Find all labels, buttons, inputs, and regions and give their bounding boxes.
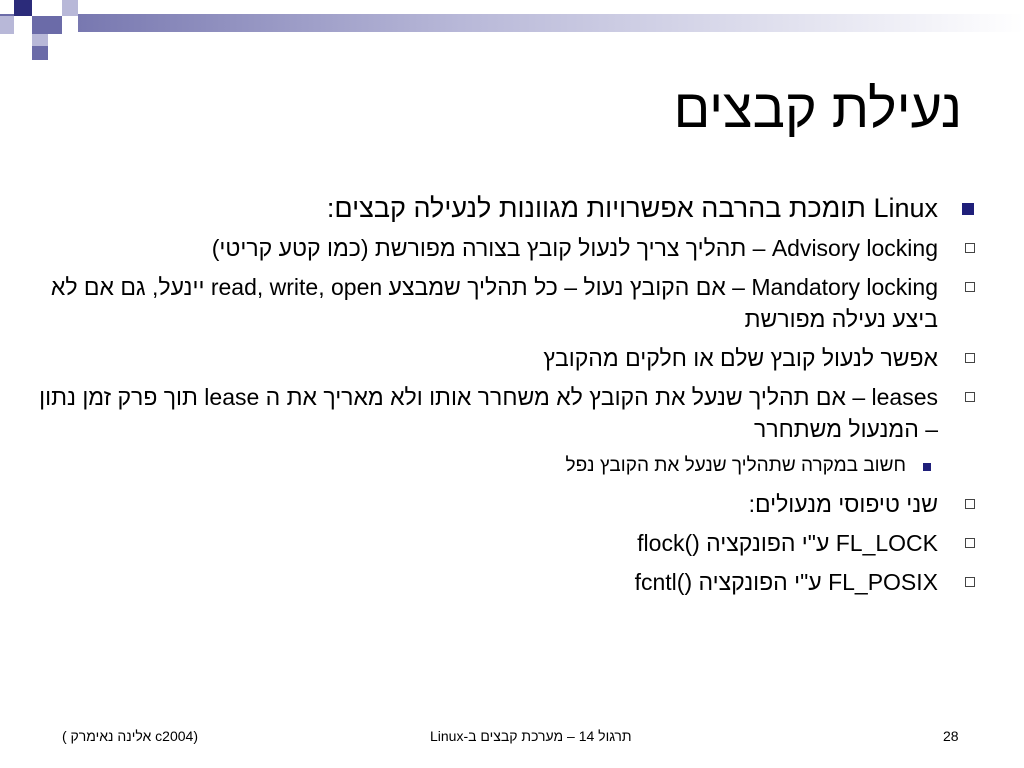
hollow-square-bullet-icon bbox=[965, 282, 975, 292]
sub-bullet-item bbox=[30, 381, 976, 445]
footer-author: (c2004 אלינה נאימרק ) bbox=[62, 728, 198, 744]
sub-sub-bullet-item bbox=[30, 452, 976, 480]
sub-bullet-item bbox=[30, 342, 976, 374]
decoration-square bbox=[14, 0, 32, 16]
decoration-square bbox=[32, 16, 62, 34]
bullet-text: Advisory locking – תהליך צריך לנעול קובץ בצורה מפורשת (כמו קטע קריטי) bbox=[211, 235, 938, 261]
sub-bullet-item bbox=[30, 527, 976, 559]
decoration-square bbox=[14, 34, 32, 46]
sub-bullet-item bbox=[30, 271, 976, 335]
page-number: 28 bbox=[943, 728, 959, 744]
decoration-square bbox=[14, 16, 32, 34]
decoration-square bbox=[32, 34, 48, 46]
bullet-text: אפשר לנעול קובץ שלם או חלקים מהקובץ bbox=[543, 345, 938, 371]
square-bullet-icon bbox=[962, 203, 974, 215]
header-decoration-bar bbox=[0, 14, 1024, 32]
bullet-item bbox=[30, 190, 976, 226]
decoration-square bbox=[0, 16, 14, 34]
decoration-square bbox=[32, 46, 48, 60]
bullet-text: FL_LOCK ע"י הפונקציה ()flock bbox=[637, 530, 938, 556]
slide-title: נעילת קבצים bbox=[673, 79, 962, 139]
sub-bullet-item bbox=[30, 232, 976, 264]
decoration-square bbox=[32, 0, 62, 16]
hollow-square-bullet-icon bbox=[965, 577, 975, 587]
decoration-square bbox=[62, 0, 78, 16]
hollow-square-bullet-icon bbox=[965, 538, 975, 548]
hollow-square-bullet-icon bbox=[965, 243, 975, 253]
sub-bullet-item bbox=[30, 488, 976, 520]
bullet-text: חשוב במקרה שתהליך שנעל את הקובץ נפל bbox=[565, 455, 906, 476]
hollow-square-bullet-icon bbox=[965, 499, 975, 509]
footer-course-title: תרגול 14 – מערכת קבצים ב-Linux bbox=[430, 728, 632, 744]
sub-bullet-item bbox=[30, 566, 976, 598]
hollow-square-bullet-icon bbox=[965, 392, 975, 402]
bullet-text: Mandatory locking – אם הקובץ נעול – כל תהליך שמבצע read, write, open יינעל, גם אם לא ביצע נעילה מפורשת bbox=[50, 274, 938, 332]
bullet-text: שני טיפוסי מנעולים: bbox=[748, 491, 938, 517]
small-square-bullet-icon bbox=[923, 463, 931, 471]
decoration-square bbox=[62, 16, 78, 34]
hollow-square-bullet-icon bbox=[965, 353, 975, 363]
bullet-text: Linux תומכת בהרבה אפשרויות מגוונות לנעילה קבצים: bbox=[326, 193, 938, 223]
bullet-text: leases – אם תהליך שנעל את הקובץ לא משחרר אותו ולא מאריך את ה lease תוך פרק זמן נתון – המנעול משתחרר bbox=[39, 384, 938, 442]
slide-body bbox=[30, 190, 976, 605]
bullet-text: FL_POSIX ע"י הפונקציה ()fcntl bbox=[634, 569, 938, 595]
